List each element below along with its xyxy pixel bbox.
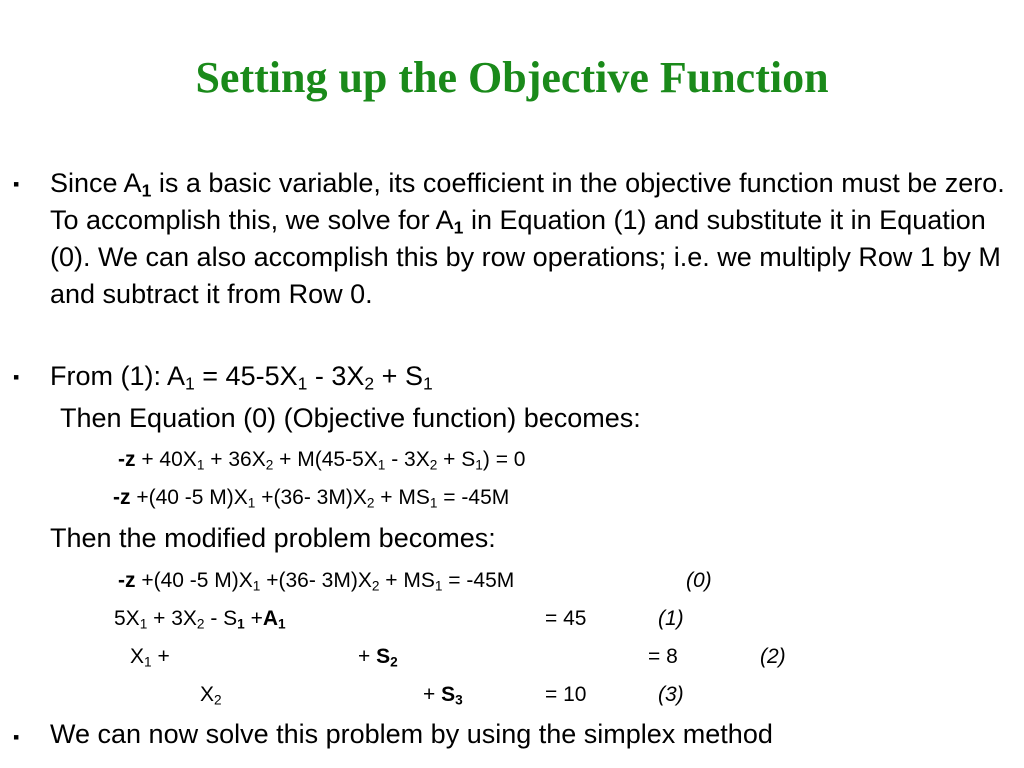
row2-equation: $X_1$ + xyxy=(130,645,170,670)
bullet-marker: ▪ xyxy=(13,174,20,194)
row0-equation: -z +(40 -5 $M)X_1 +(36-$ $3M)X_2 + MS_1 = -45M$ xyxy=(118,569,515,594)
slide-title: Setting up the Objective Function xyxy=(195,53,829,102)
row0-label: (0) xyxy=(686,569,712,592)
row3-equation: $X_2$ xyxy=(200,683,222,708)
bullet-marker: ▪ xyxy=(13,727,20,747)
row2-slack: + $S_2$ xyxy=(358,645,398,670)
then-equation-text: Then Equation (0) (Objective function) becomes: xyxy=(60,403,641,433)
from-equation-line: From (1): $A_1 = 45-5X_1 - 3X_2 + S_1$ xyxy=(50,361,433,394)
row1-rhs: = 45 xyxy=(545,607,587,630)
row1-equation: $5X_1 + 3X_2 - S_1 +A_1$ xyxy=(114,607,286,632)
bullet-paragraph-basic-variable: Since $A_1$ is a basic variable, its coefficient in the objective function must be zero. To accomplish this, we solve for $A_1$ in Equation (1) and substitute it in Equation (0). We can also accomplish this by row operations; i.e. we multiply Row 1 by M and subtract it from Row 0. xyxy=(50,168,1005,309)
row3-label: (3) xyxy=(658,683,684,706)
modified-problem-text: Then the modified problem becomes: xyxy=(50,523,496,553)
equation-objective-simplified: -z +(40 -5 $M)X_1 +(36-$ $3M)X_2 + MS_1 = -45M$ xyxy=(113,486,510,511)
row3-rhs: = 10 xyxy=(545,683,587,706)
row2-label: (2) xyxy=(760,645,786,668)
simplex-method-text: We can now solve this problem by using the simplex method xyxy=(50,719,773,749)
row1-label: (1) xyxy=(658,607,684,630)
row3-slack: + $S_3$ xyxy=(423,683,463,708)
bullet-marker: ▪ xyxy=(13,367,20,387)
equation-objective-substituted: $-z + 40X_1 + 36X_2 + M(45-5X_1 - 3X_2 + S_1) = 0$ xyxy=(118,448,526,473)
row2-rhs: = 8 xyxy=(648,645,678,668)
